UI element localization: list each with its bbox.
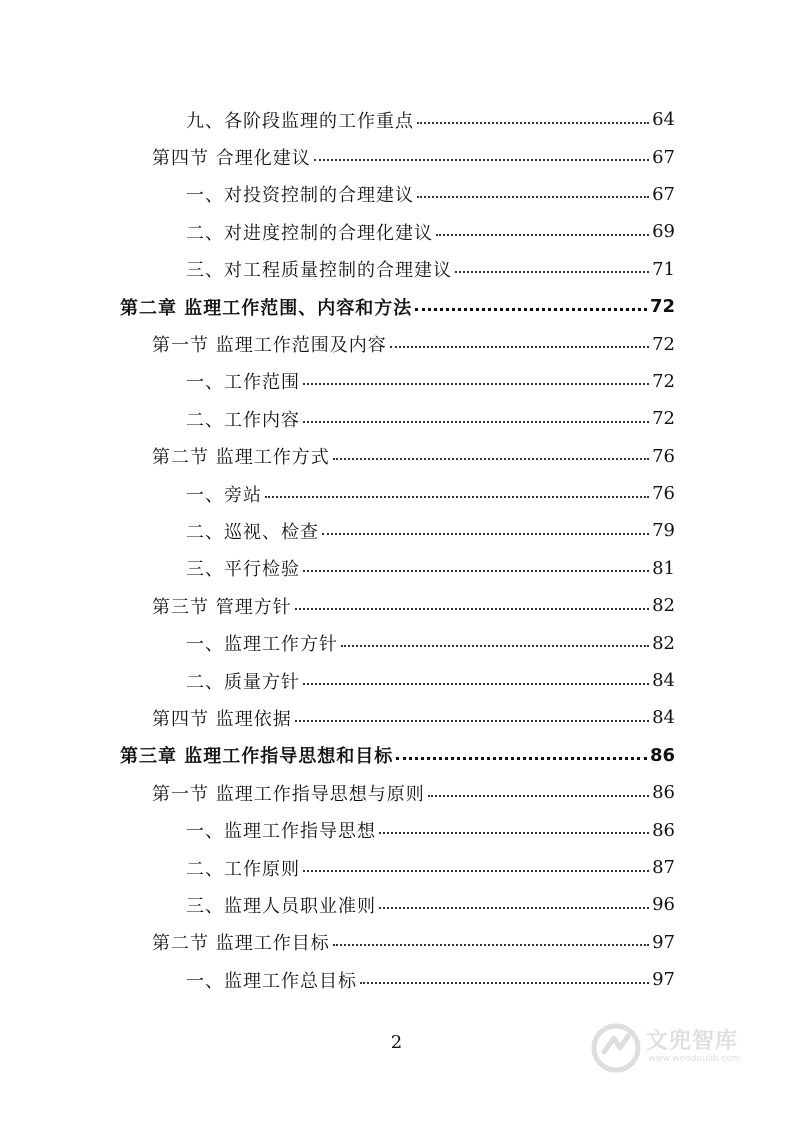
toc-entry-page: 87	[652, 857, 675, 878]
toc-entry[interactable]	[0, 438, 793, 475]
toc-entry-page: 79	[652, 520, 675, 542]
toc-dot-leader	[396, 757, 647, 760]
toc-entry-label: 二、对进度控制的合理化建议	[186, 222, 433, 244]
watermark	[588, 1018, 768, 1078]
watermark-url: www.wendoulib.com	[648, 1054, 741, 1064]
toc-entry-page: 86	[652, 819, 675, 841]
toc-dot-leader	[333, 944, 649, 946]
toc-entry[interactable]	[0, 737, 793, 774]
toc-entry-label: 一、工作范围	[186, 372, 300, 394]
toc-dot-leader	[295, 608, 649, 610]
toc-entry-label: 一、旁站	[186, 484, 262, 506]
toc-entry[interactable]	[0, 363, 793, 400]
toc-dot-leader	[360, 982, 649, 984]
watermark-brand: 文兜智库	[646, 1029, 739, 1054]
toc-dot-leader	[379, 832, 649, 834]
watermark-logo-icon	[590, 1022, 642, 1074]
toc-entry-page: 97	[652, 931, 675, 953]
toc-dot-leader	[436, 234, 649, 236]
toc-entry-page: 81	[652, 557, 675, 579]
toc-dot-leader	[415, 308, 647, 311]
toc-dot-leader	[322, 533, 649, 535]
toc-entry[interactable]	[0, 849, 793, 886]
toc-entry-page: 72	[649, 296, 675, 318]
toc-dot-leader	[303, 683, 649, 685]
toc-entry-page: 84	[652, 707, 675, 729]
toc-entry-page: 67	[652, 146, 675, 168]
toc-entry[interactable]	[0, 475, 793, 512]
toc-entry[interactable]	[0, 587, 793, 624]
toc-entry-label: 第一节 监理工作范围及内容	[152, 335, 387, 357]
toc-entry[interactable]	[0, 400, 793, 437]
toc-entry-label: 一、监理工作总目标	[186, 970, 357, 992]
toc-dot-leader	[303, 383, 649, 385]
toc-dot-leader	[428, 795, 649, 797]
toc-entry-page: 86	[649, 744, 675, 766]
toc-entry-label: 第一节 监理工作指导思想与原则	[152, 783, 425, 805]
toc-entry[interactable]	[0, 550, 793, 587]
toc-entry[interactable]	[0, 774, 793, 811]
toc-entry[interactable]	[0, 176, 793, 213]
toc-entry-label: 二、巡视、检查	[186, 521, 319, 543]
toc-dot-leader	[303, 570, 649, 572]
toc-entry-label: 一、监理工作指导思想	[186, 821, 376, 843]
toc-entry-page: 96	[652, 894, 675, 916]
toc-entry-page: 86	[652, 782, 675, 804]
toc-entry-label: 一、监理工作方针	[186, 634, 338, 656]
toc-dot-leader	[455, 271, 649, 273]
toc-dot-leader	[379, 907, 649, 909]
toc-entry-label: 第二节 监理工作方式	[152, 447, 330, 469]
toc-entry-label: 二、工作原则	[186, 858, 300, 880]
toc-entry-page: 82	[652, 632, 675, 654]
toc-entry-page: 72	[652, 408, 675, 430]
toc-dot-leader	[341, 645, 649, 647]
toc-entry-label: 三、平行检验	[186, 559, 300, 581]
toc-entry[interactable]	[0, 251, 793, 288]
toc-entry-page: 82	[652, 595, 675, 617]
toc-entry[interactable]	[0, 213, 793, 250]
toc-entry-page: 69	[652, 221, 675, 243]
toc-entry-label: 一、对投资控制的合理建议	[186, 185, 414, 207]
toc-entry[interactable]	[0, 101, 793, 138]
toc-entry[interactable]	[0, 624, 793, 661]
toc-entry[interactable]	[0, 699, 793, 736]
toc-entry[interactable]	[0, 288, 793, 325]
toc-dot-leader	[333, 458, 649, 460]
toc-entry-label: 第二章 监理工作范围、内容和方法	[120, 297, 413, 319]
toc-entry[interactable]	[0, 662, 793, 699]
toc-entry-label: 三、对工程质量控制的合理建议	[186, 260, 452, 282]
toc-entry-label: 第二节 监理工作目标	[152, 933, 330, 955]
toc-entry-label: 第四节 合理化建议	[152, 148, 311, 170]
toc-entry-page: 84	[652, 670, 675, 692]
toc-dot-leader	[417, 196, 649, 198]
toc-entry-label: 第三节 管理方针	[152, 596, 292, 618]
toc-entry-page: 97	[652, 969, 675, 991]
toc-dot-leader	[295, 720, 649, 722]
toc-entry-label: 第四节 监理依据	[152, 708, 292, 730]
toc-entry-page: 64	[652, 109, 675, 131]
toc-dot-leader	[303, 421, 649, 423]
table-of-contents	[0, 101, 793, 998]
toc-dot-leader	[390, 346, 649, 348]
toc-entry[interactable]	[0, 138, 793, 175]
toc-entry-page: 67	[652, 183, 675, 205]
page-number: 2	[390, 1032, 403, 1053]
toc-entry-page: 76	[652, 445, 675, 467]
toc-entry[interactable]	[0, 924, 793, 961]
toc-entry-label: 九、各阶段监理的工作重点	[186, 110, 414, 132]
toc-entry-page: 72	[652, 333, 675, 355]
toc-dot-leader	[314, 159, 649, 161]
toc-dot-leader	[265, 496, 649, 498]
toc-entry[interactable]	[0, 886, 793, 923]
toc-entry[interactable]	[0, 961, 793, 998]
toc-entry-page: 71	[652, 258, 675, 280]
toc-entry[interactable]	[0, 811, 793, 848]
toc-dot-leader	[417, 122, 649, 124]
toc-entry[interactable]	[0, 325, 793, 362]
toc-entry-page: 76	[652, 483, 675, 505]
toc-entry-label: 二、质量方针	[186, 671, 300, 693]
toc-entry-label: 第三章 监理工作指导思想和目标	[120, 746, 394, 768]
toc-dot-leader	[303, 870, 649, 872]
toc-entry[interactable]	[0, 512, 793, 549]
toc-entry-label: 三、监理人员职业准则	[186, 895, 376, 917]
toc-entry-page: 72	[652, 370, 675, 392]
toc-entry-label: 二、工作内容	[186, 409, 300, 431]
